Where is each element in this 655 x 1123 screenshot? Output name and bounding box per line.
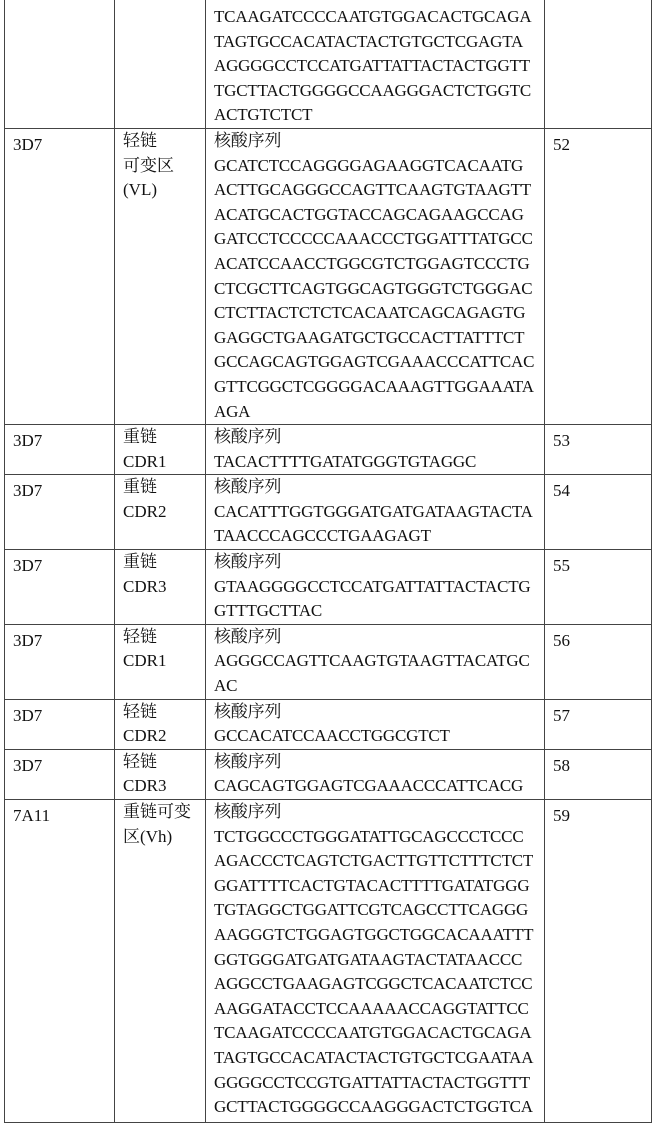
sequence-line: CTCGCTTCAGTGGCAGTGGGTCTGGGAC — [214, 278, 533, 298]
antibody-label: 3D7 — [13, 630, 43, 650]
sequence-line: GATCCTCCCCCAAACCCTGGATTTATGCC — [214, 229, 533, 249]
sequence-line: ACTGTCTCT — [214, 105, 313, 125]
sequence-line: GCATCTCCAGGGGAGAAGGTCACAATG — [214, 155, 524, 175]
sequence-line: AGGGGCCTCCATGATTATTACTACTGGTT — [214, 56, 530, 76]
sequence-line: TCAAGATCCCCAATGTGGACACTGCAGA — [214, 7, 532, 26]
antibody-cell — [5, 800, 115, 1123]
chain-label: (VL) — [123, 180, 157, 200]
chain-label: CDR1 — [123, 451, 167, 471]
chain-cell — [115, 0, 206, 128]
sequence-line: AC — [214, 676, 238, 696]
sequence-line: GCCAGCAGTGGAGTCGAAACCCATTCAC — [214, 352, 535, 372]
table-row — [5, 749, 652, 799]
sequence-line: AAGGATACCTCCAAAAACCAGGTATTCC — [214, 998, 529, 1018]
sequence-cell — [206, 475, 545, 550]
antibody-cell — [5, 0, 115, 128]
seq-id-cell — [545, 550, 652, 625]
chain-label: 区(Vh) — [123, 826, 173, 846]
sequence-line: CTCTTACTCTCTCACAATCAGCAGAGTG — [214, 303, 526, 323]
antibody-cell — [5, 128, 115, 424]
antibody-label: 3D7 — [13, 481, 43, 501]
sequence-line: AAGGGTCTGGAGTGGCTGGCACAAATTT — [214, 924, 534, 944]
sequence-line: ACTTGCAGGGCCAGTTCAAGTGTAAGTT — [214, 180, 531, 200]
seq-id-number: 52 — [553, 134, 570, 154]
antibody-cell — [5, 550, 115, 625]
table-row — [5, 425, 652, 475]
sequence-line: AGGCCTGAAGAGTCGGCTCACAATCTCC — [214, 974, 533, 994]
chain-cell — [115, 425, 206, 475]
sequence-cell — [206, 800, 545, 1123]
sequence-header: 核酸序列 — [214, 427, 282, 447]
seq-id-number: 56 — [553, 630, 570, 650]
sequence-header: 核酸序列 — [214, 552, 282, 572]
sequence-cell — [206, 0, 545, 128]
chain-label: 可变区 — [123, 155, 174, 175]
antibody-label: 3D7 — [13, 431, 43, 451]
sequence-cell — [206, 749, 545, 799]
seq-id-cell — [545, 800, 652, 1123]
sequence-header: 核酸序列 — [214, 701, 282, 721]
sequence-header: 核酸序列 — [214, 130, 282, 150]
chain-label: CDR2 — [123, 501, 167, 521]
seq-id-cell — [545, 475, 652, 550]
seq-id-cell — [545, 128, 652, 424]
seq-id-number: 53 — [553, 431, 570, 451]
chain-cell — [115, 699, 206, 749]
chain-label: 重链可变 — [123, 802, 191, 821]
chain-cell — [115, 749, 206, 799]
chain-label: 重链 — [123, 427, 157, 447]
antibody-label: 3D7 — [13, 705, 43, 725]
sequence-line: ACATCCAACCTGGCGTCTGGAGTCCCTG — [214, 253, 530, 273]
chain-label: 重链 — [123, 552, 157, 572]
seq-id-number: 58 — [553, 755, 570, 775]
chain-cell — [115, 128, 206, 424]
seq-id-cell — [545, 749, 652, 799]
sequence-line: GGGGCCTCCGTGATTATTACTACTGGTTT — [214, 1072, 530, 1092]
sequence-header: 核酸序列 — [214, 802, 282, 821]
antibody-cell — [5, 624, 115, 699]
sequence-line: GTTTGCTTAC — [214, 601, 323, 621]
antibody-cell — [5, 475, 115, 550]
sequence-line: CACATTTGGTGGGATGATGATAAGTACTA — [214, 501, 533, 521]
sequence-line: TGCTTACTGGGGCCAAGGGACTCTGGTC — [214, 80, 531, 100]
antibody-cell — [5, 425, 115, 475]
table-row — [5, 475, 652, 550]
table-row — [5, 128, 652, 424]
sequence-line: TGTAGGCTGGATTCGTCAGCCTTCAGGG — [214, 900, 529, 920]
sequence-line: AGA — [214, 401, 251, 421]
chain-cell — [115, 550, 206, 625]
table-row — [5, 550, 652, 625]
sequence-line: TAACCCAGCCCTGAAGAGT — [214, 526, 431, 546]
sequence-line: TCAAGATCCCCAATGTGGACACTGCAGA — [214, 1023, 532, 1043]
sequence-cell — [206, 425, 545, 475]
sequence-line: AGGGCCAGTTCAAGTGTAAGTTACATGC — [214, 651, 530, 671]
sequence-table — [4, 0, 652, 1123]
antibody-cell — [5, 699, 115, 749]
sequence-line: TAGTGCCACATACTACTGTGCTCGAATAA — [214, 1047, 534, 1067]
seq-id-cell — [545, 699, 652, 749]
sequence-line: GAGGCTGAAGATGCTGCCACTTATTTCT — [214, 327, 525, 347]
chain-label: CDR1 — [123, 651, 167, 671]
sequence-line: TCTGGCCCTGGGATATTGCAGCCCTCCC — [214, 826, 524, 846]
seq-id-number: 54 — [553, 481, 570, 501]
table-row — [5, 624, 652, 699]
sequence-line: ACATGCACTGGTACCAGCAGAAGCCAG — [214, 204, 524, 224]
seq-id-number: 57 — [553, 705, 570, 725]
table-row — [5, 800, 652, 1123]
antibody-label: 7A11 — [13, 806, 51, 825]
chain-cell — [115, 800, 206, 1123]
sequence-line: GCCACATCCAACCTGGCGTCT — [214, 726, 450, 746]
chain-label: 轻链 — [123, 130, 157, 150]
seq-id-cell — [545, 425, 652, 475]
seq-id-cell — [545, 624, 652, 699]
antibody-label: 3D7 — [13, 134, 43, 154]
chain-label: 轻链 — [123, 751, 157, 771]
sequence-line: GGATTTTCACTGTACACTTTTGATATGGG — [214, 875, 530, 895]
sequence-line: GGTGGGATGATGATAAGTACTATAACCC — [214, 949, 523, 969]
table-row — [5, 699, 652, 749]
chain-cell — [115, 624, 206, 699]
seq-id-cell — [545, 0, 652, 128]
sequence-line: GTTCGGCTCGGGGACAAAGTTGGAAATA — [214, 376, 534, 396]
seq-id-number: 55 — [553, 556, 570, 576]
chain-cell — [115, 475, 206, 550]
sequence-header: 核酸序列 — [214, 751, 282, 771]
sequence-line: TACACTTTTGATATGGGTGTAGGC — [214, 451, 477, 471]
sequence-line: GCTTACTGGGGCCAAGGGACTCTGGTCA — [214, 1097, 533, 1117]
table-row — [5, 0, 652, 128]
sequence-line: AGACCCTCAGTCTGACTTGTTCTTTCTCT — [214, 851, 534, 871]
seq-id-number: 59 — [553, 806, 570, 825]
sequence-cell — [206, 128, 545, 424]
chain-label: CDR3 — [123, 576, 167, 596]
chain-label: CDR2 — [123, 726, 167, 746]
antibody-cell — [5, 749, 115, 799]
chain-label: 轻链 — [123, 626, 157, 646]
chain-label: 轻链 — [123, 701, 157, 721]
sequence-line: GTAAGGGGCCTCCATGATTATTACTACTG — [214, 576, 531, 596]
sequence-line: CAGCAGTGGAGTCGAAACCCATTCACG — [214, 776, 524, 796]
sequence-cell — [206, 624, 545, 699]
sequence-cell — [206, 699, 545, 749]
sequence-header: 核酸序列 — [214, 477, 282, 497]
antibody-label: 3D7 — [13, 755, 43, 775]
chain-label: 重链 — [123, 477, 157, 497]
antibody-label: 3D7 — [13, 556, 43, 576]
sequence-line: TAGTGCCACATACTACTGTGCTCGAGTA — [214, 31, 524, 51]
sequence-cell — [206, 550, 545, 625]
chain-label: CDR3 — [123, 776, 167, 796]
sequence-header: 核酸序列 — [214, 626, 282, 646]
